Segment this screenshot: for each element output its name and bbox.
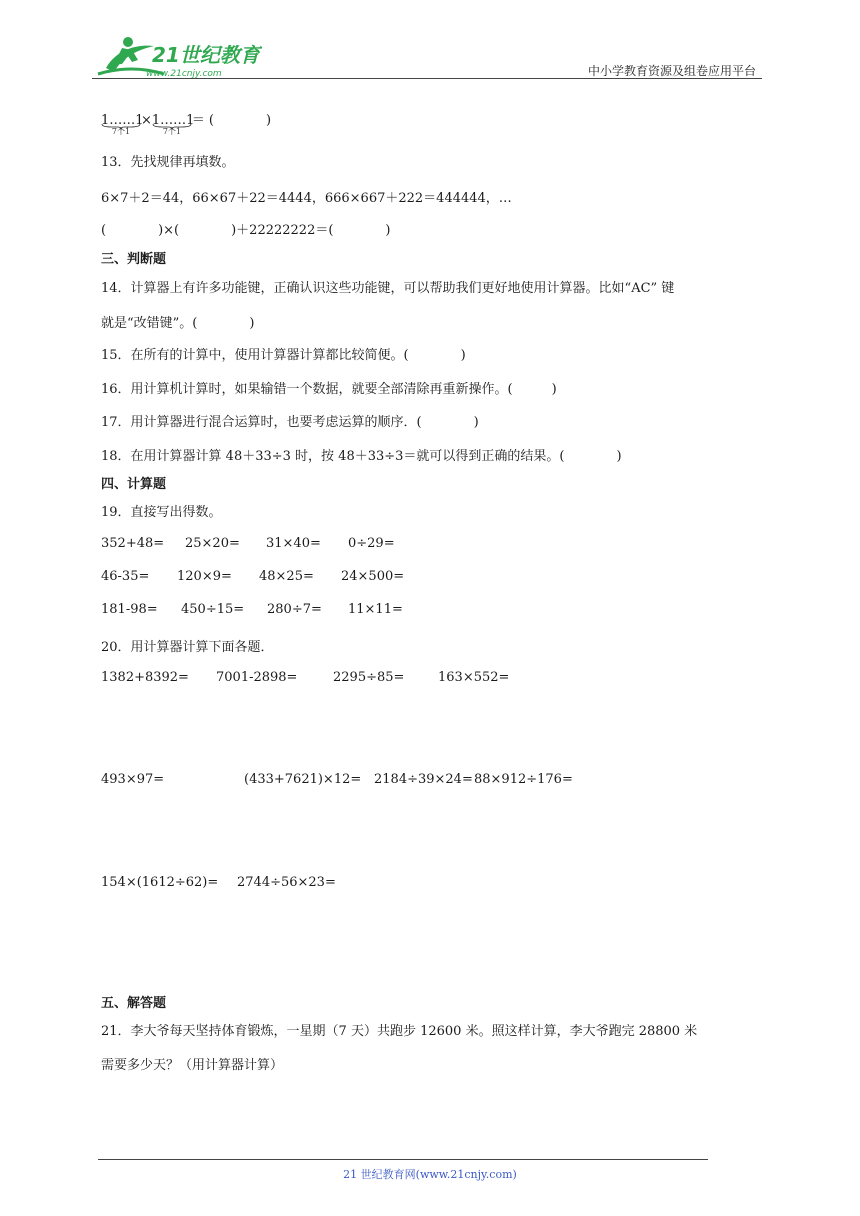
q17-text[interactable]: 17．用计算器进行混合运算时，也要考虑运算的顺序．( ) (101, 415, 479, 430)
q19-item[interactable]: 24×500= (341, 569, 405, 584)
section-judgment-title: 三、判断题 (101, 252, 167, 267)
q12-term-1: 1……1 7个1 (101, 113, 144, 136)
q20-item[interactable]: (433+7621)×12= (244, 772, 362, 787)
answer-blank[interactable]: ( ) (208, 113, 272, 128)
runner-logo-icon (92, 30, 262, 82)
q20-item[interactable]: 7001-2898= (216, 670, 298, 685)
footer-site-link[interactable]: 21 世纪教育网(www.21cnjy.com) (343, 1168, 517, 1181)
q21-line-2: 需要多少天？（用计算器计算） (101, 1058, 284, 1073)
q19-item[interactable]: 0÷29= (348, 536, 395, 551)
q19-item[interactable]: 48×25= (259, 569, 314, 584)
section-calculation-title: 四、计算题 (101, 477, 167, 492)
q20-item[interactable]: 1382+8392= (101, 670, 189, 685)
q21-line-1: 21．李大爷每天坚持体育锻炼，一星期（7 天）共跑步 12600 米。照这样计算，李大爷跑完 28800 米 (101, 1024, 698, 1039)
q14-line-2[interactable]: 就是“改错键”。( ) (101, 316, 255, 331)
q13-title: 13．先找规律再填数。 (101, 155, 235, 170)
q13-pattern: 6×7＋2＝44，66×67＋22＝4444，666×667＋222＝444444，… (101, 191, 512, 206)
q13-answer-blank[interactable]: ( )×( )＋22222222＝( ) (101, 223, 391, 238)
q12-expression: 1……1 7个1 ×1……1 7个1 ＝ ( ) (101, 113, 272, 136)
q20-item[interactable]: 88×912÷176= (474, 772, 573, 787)
platform-title: 中小学教育资源及组卷应用平台 (587, 64, 756, 78)
q20-item[interactable]: 2295÷85= (333, 670, 405, 685)
footer-divider (98, 1159, 708, 1160)
q19-item[interactable]: 25×20= (185, 536, 240, 551)
q19-item[interactable]: 280÷7= (267, 602, 322, 617)
q20-item[interactable]: 154×(1612÷62)= (101, 875, 219, 890)
q16-text[interactable]: 16．用计算机计算时，如果输错一个数据，就要全部清除再重新操作。( ) (101, 382, 557, 397)
q20-item[interactable]: 2184÷39×24= (374, 772, 473, 787)
logo-url: www.21cnjy.com (146, 69, 222, 79)
q14-line-1: 14．计算器上有许多功能键，正确认识这些功能键，可以帮助我们更好地使用计算器。比如“AC” 键 (101, 281, 675, 296)
q19-item[interactable]: 11×11= (348, 602, 403, 617)
q19-title: 19．直接写出得数。 (101, 505, 222, 520)
site-logo (92, 30, 262, 82)
q19-item[interactable]: 120×9= (177, 569, 232, 584)
q20-item[interactable]: 163×552= (438, 670, 510, 685)
q18-text[interactable]: 18．在用计算器计算 48＋33÷3 时，按 48＋33÷3＝就可以得到正确的结果。( ) (101, 449, 622, 464)
q15-text[interactable]: 15．在所有的计算中，使用计算器计算都比较简便。( ) (101, 348, 466, 363)
q19-item[interactable]: 450÷15= (181, 602, 245, 617)
q12-term-2: 1……1 7个1 (151, 113, 195, 136)
q19-item[interactable]: 31×40= (266, 536, 321, 551)
q19-item[interactable]: 46-35= (101, 569, 150, 584)
q20-item[interactable]: 493×97= (101, 772, 165, 787)
section-answer-title: 五、解答题 (101, 996, 167, 1011)
q19-item[interactable]: 181-98= (101, 602, 158, 617)
header-divider (92, 78, 762, 79)
q19-item[interactable]: 352+48= (101, 536, 165, 551)
logo-text: 21世纪教育 (152, 43, 260, 67)
q20-item[interactable]: 2744÷56×23= (237, 875, 336, 890)
q20-title: 20．用计算器计算下面各题． (101, 640, 274, 655)
